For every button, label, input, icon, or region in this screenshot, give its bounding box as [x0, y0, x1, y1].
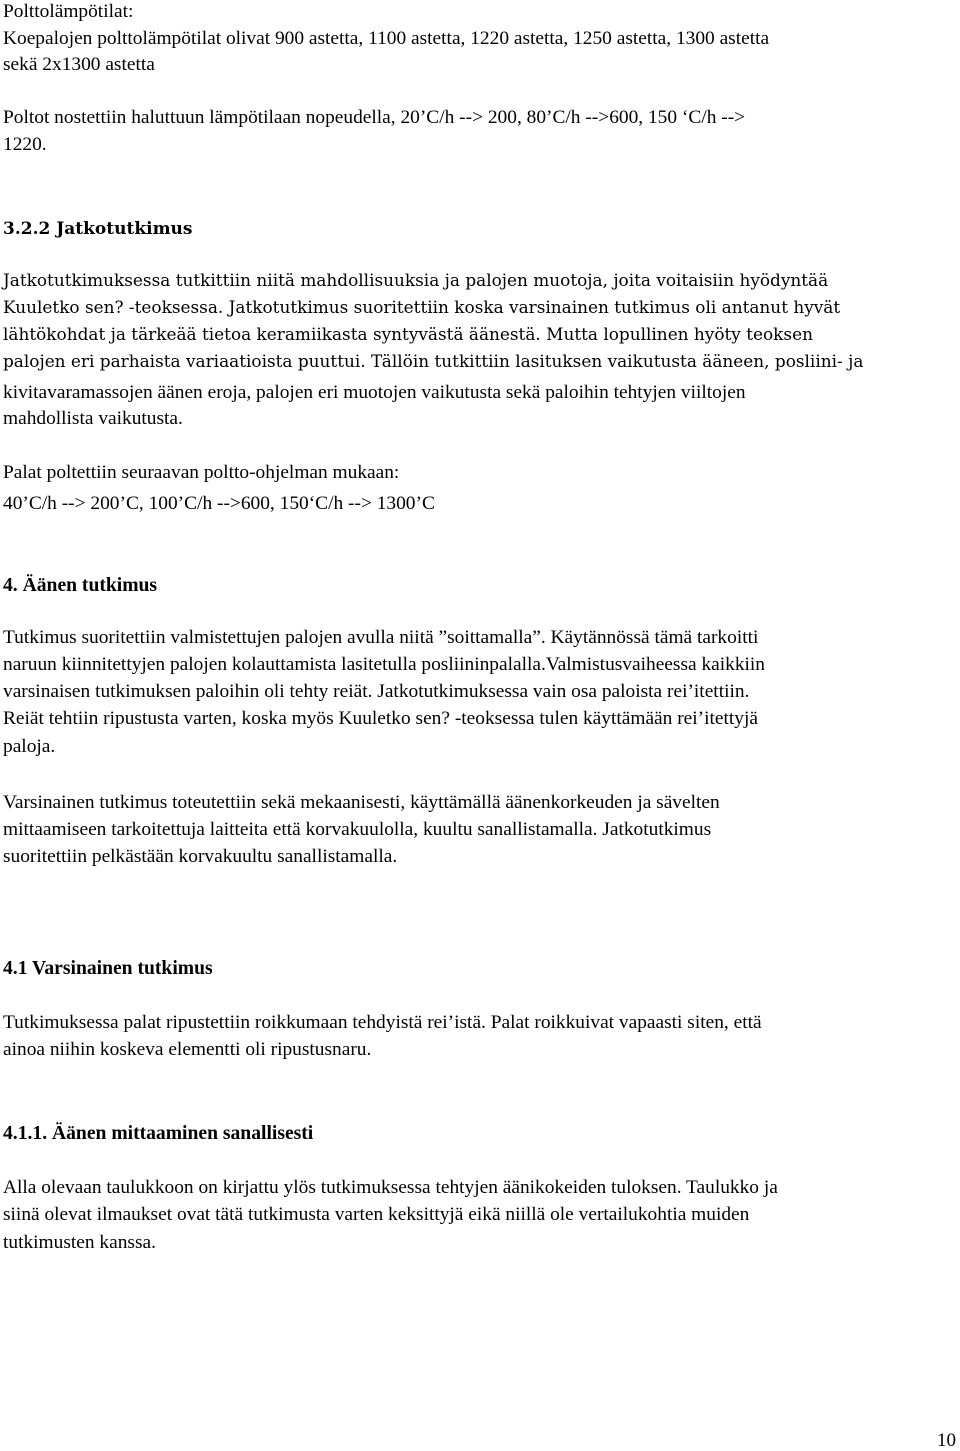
text-line: mahdollista vaikutusta. [3, 408, 183, 429]
text-line: suoritettiin pelkästään korvakuultu sanallistamalla. [3, 846, 398, 867]
text-line: Alla olevaan taulukkoon on kirjattu ylös tutkimuksessa tehtyjen äänikokeiden tuloksen. Taulukko ja [3, 1177, 778, 1198]
text-line: 1220. [3, 134, 47, 155]
text-line: varsinaisen tutkimuksen paloihin oli tehty reiät. Jatkotutkimuksessa vain osa paloista rei’itettiin. [3, 681, 750, 702]
text-line: Jatkotutkimuksessa tutkittiin niitä mahdollisuuksia ja palojen muotoja, joita voitaisiin hyödyntää [3, 270, 829, 290]
text-line: lähtökohdat ja tärkeää tietoa keramiikasta syntyvästä äänestä. Mutta lopullinen hyöty teoksen [3, 324, 813, 344]
page-number: 10 [937, 1430, 956, 1451]
heading-4: 4. Äänen tutkimus [3, 575, 158, 596]
text-line: Tutkimus suoritettiin valmistettujen palojen avulla niitä ”soittamalla”. Käytännössä tämä tarkoitti [3, 627, 759, 648]
heading-4-1-1: 4.1.1. Äänen mittaaminen sanallisesti [3, 1123, 314, 1144]
text-line: 40’C/h --> 200’C, 100’C/h -->600, 150‘C/h --> 1300’C [3, 493, 435, 514]
text-line: ainoa niihin koskeva elementti oli ripustusnaru. [3, 1039, 372, 1060]
text-line: tutkimusten kanssa. [3, 1232, 156, 1253]
heading-4-1: 4.1 Varsinainen tutkimus [3, 958, 213, 979]
text-line: paloja. [3, 736, 56, 757]
heading-3-2-2: 3.2.2 Jatkotutkimus [3, 219, 193, 239]
text-line: Kuuletko sen? -teoksessa. Jatkotutkimus suoritettiin koska varsinainen tutkimus oli antanut hyvät [3, 297, 841, 317]
section-title-polttolampotilat: Polttolämpötilat: [3, 1, 134, 22]
text-line: mittaamiseen tarkoitettuja laitteita että korvakuulolla, kuultu sanallistamalla. Jatkotutkimus [3, 819, 712, 840]
text-line: Varsinainen tutkimus toteutettiin sekä mekaanisesti, käyttämällä äänenkorkeuden ja sävelten [3, 792, 720, 813]
text-line: Reiät tehtiin ripustusta varten, koska myös Kuuletko sen? -teoksessa tulen käyttämään rei’itettyjä [3, 708, 758, 729]
text-line: Palat poltettiin seuraavan poltto-ohjelman mukaan: [3, 462, 400, 483]
text-line: palojen eri parhaista variaatioista puuttui. Tällöin tutkittiin lasituksen vaikutusta ääneen, posliini- ja [3, 351, 864, 371]
text-line: Tutkimuksessa palat ripustettiin roikkumaan tehdyistä rei’istä. Palat roikkuivat vapaasti siten, että [3, 1012, 762, 1033]
text-line: Koepalojen polttolämpötilat olivat 900 astetta, 1100 astetta, 1220 astetta, 1250 astetta, 1300 astetta [3, 28, 770, 49]
text-line: naruun kiinnitettyjen palojen kolauttamista lasitetulla posliininpalalla.Valmistusvaiheessa kaikkiin [3, 654, 765, 675]
text-line: siinä olevat ilmaukset ovat tätä tutkimusta varten keksittyjä eikä niillä ole vertailukohtia muiden [3, 1204, 750, 1225]
text-line: kivitavaramassojen äänen eroja, palojen eri muotojen vaikutusta sekä paloihin tehtyjen viiltojen [3, 382, 746, 403]
text-line: sekä 2x1300 astetta [3, 54, 155, 75]
text-line: Poltot nostettiin haluttuun lämpötilaan nopeudella, 20’C/h --> 200, 80’C/h -->600, 150 ‘C/h --> [3, 107, 746, 128]
